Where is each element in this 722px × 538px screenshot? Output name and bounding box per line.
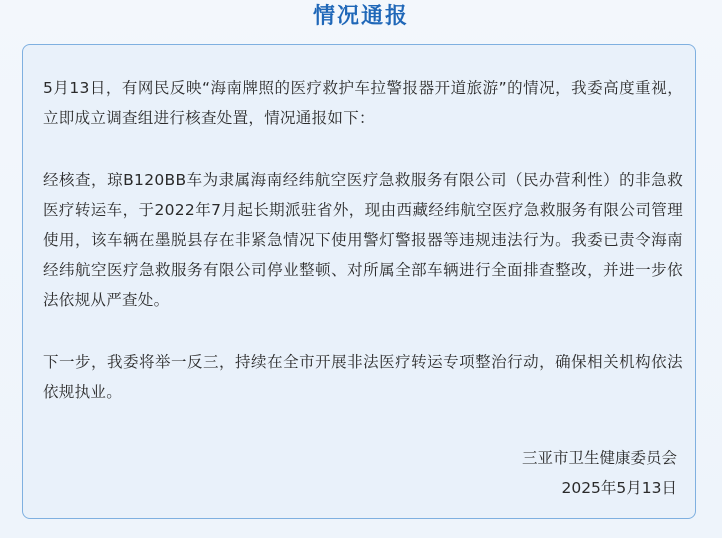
notice-paragraph-3: 下一步，我委将举一反三，持续在全市开展非法医疗转运专项整治行动，确保相关机构依法依规执业。 <box>43 353 683 401</box>
notice-paragraph-1: 5月13日，有网民反映“海南牌照的医疗救护车拉警报器开道旅游”的情况，我委高度重视，立即成立调查组进行核查处置，情况通报如下： <box>43 79 683 127</box>
notice-paragraph-2: 经核查，琼B120BB车为隶属海南经纬航空医疗急救服务有限公司（民办营利性）的非急救医疗转运车，于2022年7月起长期派驻省外，现由西藏经纬航空医疗急救服务有限公司管理使用，该车辆在墨脱县存在非紧急情况下使用警灯警报器等违规违法行为。我委已责令海南经纬航空医疗急救服务有限公司停业整顿、对所属全部车辆进行全面排查整改，并进一步依法依规从严查处。 <box>43 171 683 309</box>
notice-panel <box>22 44 696 519</box>
issuer-name: 三亚市卫生健康委员会 <box>521 449 677 467</box>
issue-date: 2025年5月13日 <box>561 479 677 497</box>
notice-title: 情况通报 <box>312 4 409 29</box>
